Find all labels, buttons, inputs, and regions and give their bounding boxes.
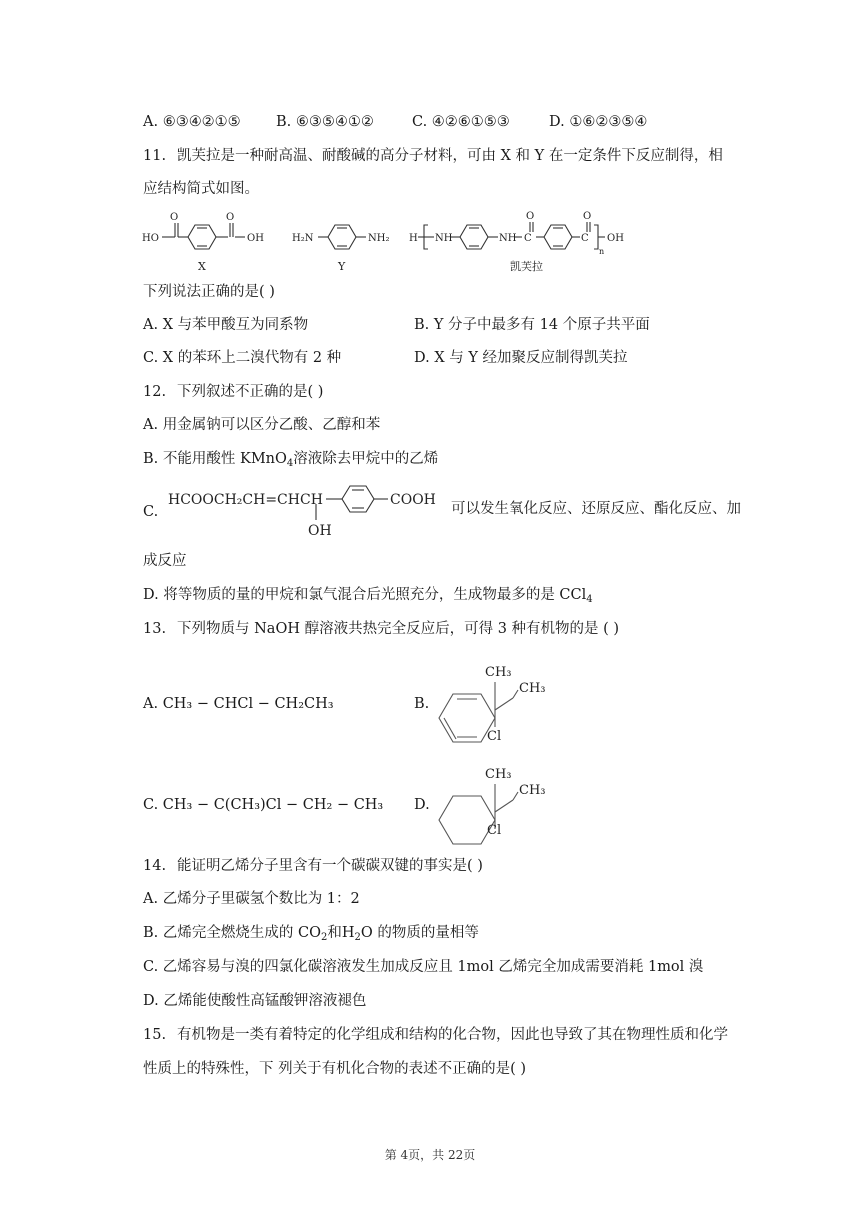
q11-option-c: C. X 的苯环上二溴代物有 2 种 bbox=[143, 350, 342, 366]
k-o1: O bbox=[526, 211, 535, 222]
q11-stem-line1: 11. 凯芙拉是一种耐高温、耐酸碱的高分子材料，可由 X 和 Y 在一定条件下反应制得，相 bbox=[143, 148, 723, 164]
page-footer: 第 4页，共 22页 bbox=[384, 1148, 476, 1162]
q12-option-d: D. 将等物质的量的甲烷和氯气混合后光照充分，生成物最多的是 CCl$_4$ bbox=[143, 587, 593, 605]
q13-option-c: C. CH₃ − C(CH₃)Cl − CH₂ − CH₃ bbox=[143, 797, 384, 813]
q14-option-d: D. 乙烯能使酸性高锰酸钾溶液褪色 bbox=[143, 993, 367, 1009]
x-ho: HO bbox=[142, 233, 159, 244]
d-cl: Cl bbox=[487, 823, 502, 838]
q11-option-b: B. Y 分子中最多有 14 个原子共平面 bbox=[414, 317, 650, 333]
q11-stem-line2: 应结构简式如图。 bbox=[143, 181, 259, 197]
q14-stem: 14. 能证明乙烯分子里含有一个碳碳双键的事实是( ) bbox=[143, 858, 483, 874]
q12-option-a: A. 用金属钠可以区分乙酸、乙醇和苯 bbox=[143, 417, 381, 433]
q15-number: 15. bbox=[143, 1027, 167, 1043]
y-nh2: NH₂ bbox=[368, 233, 390, 244]
k-oh: OH bbox=[607, 233, 624, 244]
d-ch3-top: CH₃ bbox=[485, 767, 512, 782]
q14-option-a: A. 乙烯分子里碳氢个数比为 1：2 bbox=[143, 891, 360, 907]
y-h2n: H₂N bbox=[292, 233, 314, 244]
structure-label-y: Y bbox=[338, 260, 346, 273]
k-nh2: NH bbox=[499, 233, 517, 244]
k-c2: C bbox=[581, 233, 589, 244]
q14-option-b: B. 乙烯完全燃烧生成的 $CO_2$和$H_2O$ 的物质的量相等 bbox=[143, 925, 479, 943]
q15-stem-line1: 15. 有机物是一类有着特定的化学组成和结构的化合物，因此也导致了其在物理性质和化学 bbox=[143, 1027, 728, 1043]
k-h: H bbox=[409, 233, 418, 244]
q10-option-d: D. ①⑥②③⑤④ bbox=[549, 114, 648, 130]
x-oh: OH bbox=[247, 233, 264, 244]
k-c1: C bbox=[524, 233, 532, 244]
k-o2: O bbox=[583, 211, 592, 222]
q11-option-a: A. X 与苯甲酸互为同系物 bbox=[143, 317, 309, 333]
q12-option-c-line2: 成反应 bbox=[143, 553, 187, 569]
structure-label-kevlar: 凯芙拉 bbox=[510, 260, 543, 273]
d-ch3-side: CH₃ bbox=[519, 783, 546, 798]
q11-number: 11. bbox=[143, 148, 167, 164]
q15-stem-line2: 性质上的特殊性，下 列关于有机化合物的表述不正确的是( ) bbox=[143, 1061, 527, 1077]
c-struct-left: HCOOCH₂CH=CHCH bbox=[168, 492, 323, 508]
c-struct-oh: OH bbox=[308, 523, 332, 539]
q11-question: 下列说法正确的是( ) bbox=[143, 284, 275, 300]
q12-option-c-label: C. bbox=[143, 504, 159, 520]
q10-option-a: A. ⑥③④②①⑤ bbox=[143, 114, 241, 130]
q10-option-c: C. ④②⑥①⑤③ bbox=[412, 114, 510, 130]
x-o1: O bbox=[170, 212, 179, 223]
q13-stem: 13. 下列物质与 NaOH 醇溶液共热完全反应后，可得 3 种有机物的是 ( ) bbox=[143, 621, 620, 637]
q12-option-b: B. 不能用酸性 KMnO$_4$溶液除去甲烷中的乙烯 bbox=[143, 451, 439, 469]
q10-option-b: B. ⑥③⑤④①② bbox=[276, 114, 374, 130]
q11-option-d: D. X 与 Y 经加聚反应制得凯芙拉 bbox=[414, 350, 628, 366]
b-ch3-side: CH₃ bbox=[519, 681, 546, 696]
q14-number: 14. bbox=[143, 858, 167, 874]
b-cl: Cl bbox=[487, 729, 502, 744]
k-n: n bbox=[599, 247, 605, 256]
q12-option-c-tail: 可以发生氧化反应、还原反应、酯化反应、加 bbox=[451, 501, 741, 517]
q13-number: 13. bbox=[143, 621, 167, 637]
c-struct-right: COOH bbox=[390, 492, 436, 508]
q13-b-structure bbox=[433, 652, 558, 752]
q13-option-d-label: D. bbox=[414, 797, 430, 813]
q12-stem: 12. 下列叙述不正确的是( ) bbox=[143, 384, 324, 400]
q12-c-structure bbox=[166, 482, 456, 540]
q14-option-c: C. 乙烯容易与溴的四氯化碳溶液发生加成反应且 1mol 乙烯完全加成需要消耗 1mol 溴 bbox=[143, 959, 704, 975]
q13-d-structure bbox=[433, 754, 558, 854]
q13-option-b-label: B. bbox=[414, 696, 430, 712]
structure-label-x: X bbox=[198, 260, 206, 273]
q11-structures bbox=[140, 206, 640, 278]
q13-option-a: A. CH₃ − CHCl − CH₂CH₃ bbox=[143, 696, 334, 712]
k-nh1: NH bbox=[435, 233, 453, 244]
b-ch3-top: CH₃ bbox=[485, 665, 512, 680]
q12-number: 12. bbox=[143, 384, 167, 400]
x-o2: O bbox=[226, 212, 235, 223]
